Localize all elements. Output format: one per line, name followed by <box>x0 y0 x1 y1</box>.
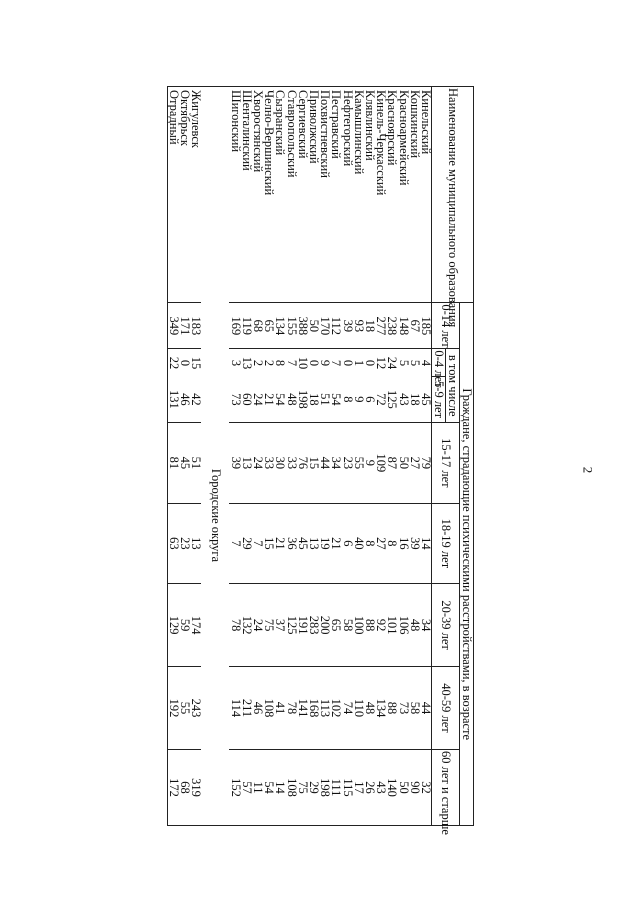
value-cell: 109 <box>375 423 386 504</box>
value-cell: 51 <box>319 377 330 423</box>
value-cell: 388 <box>297 303 308 349</box>
value-cell: 0 <box>178 359 193 367</box>
table-row <box>190 87 201 826</box>
value-cell: 183 <box>190 303 201 349</box>
table-row <box>353 87 364 826</box>
value-cell: 24 <box>252 584 263 667</box>
value-cell: 0 <box>362 359 377 367</box>
value-cell: 75 <box>263 584 274 667</box>
value-cell: 54 <box>330 377 341 423</box>
value-cell: 18 <box>409 377 420 423</box>
value-cell: 8 <box>273 359 288 367</box>
value-cell: 63 <box>167 503 179 584</box>
value-cell: 6 <box>341 503 352 584</box>
value-cell: 102 <box>330 667 341 750</box>
value-cell: 48 <box>409 584 420 667</box>
value-cell: 18 <box>308 377 319 423</box>
value-cell: 0 <box>306 359 321 367</box>
municipality-name: Похвистневский <box>319 87 330 303</box>
value-cell: 23 <box>341 423 352 504</box>
municipality-name: Нефтегорский <box>341 87 352 303</box>
value-cell: 243 <box>190 667 201 750</box>
value-cell: 29 <box>241 503 252 584</box>
header-40-59: 40-59 лет <box>432 667 460 750</box>
value-cell: 9 <box>318 359 333 367</box>
value-cell: 26 <box>364 749 375 825</box>
value-cell: 15 <box>263 503 274 584</box>
municipality-name: Сергиевский <box>297 87 308 303</box>
value-cell: 55 <box>179 667 190 750</box>
value-cell: 2 <box>250 359 265 367</box>
value-cell: 3 <box>228 359 243 367</box>
value-cell: 34 <box>420 584 432 667</box>
header-0-4: 0-4 лет <box>432 350 446 388</box>
value-cell: 101 <box>386 584 397 667</box>
value-cell: 174 <box>190 584 201 667</box>
value-cell: 108 <box>285 749 296 825</box>
value-cell: 45 <box>297 503 308 584</box>
value-cell: 90 <box>409 749 420 825</box>
value-cell: 238 <box>386 303 397 349</box>
value-cell: 72 <box>375 377 386 423</box>
value-cell: 50 <box>308 303 319 349</box>
section-label: Городские округа <box>201 87 229 826</box>
table-row <box>263 87 274 826</box>
value-cell: 50 <box>397 749 408 825</box>
header-15-17: 15-17 лет <box>432 423 460 504</box>
value-cell: 7 <box>329 359 344 367</box>
value-cell: 44 <box>420 667 432 750</box>
value-cell: 34 <box>330 423 341 504</box>
value-cell: 57 <box>241 749 252 825</box>
value-cell: 10 <box>295 356 310 370</box>
value-cell: 5 <box>407 359 422 367</box>
value-cell: 211 <box>241 667 252 750</box>
value-cell: 45 <box>420 377 432 423</box>
value-cell: 185 <box>420 303 432 349</box>
value-cell: 40 <box>353 503 364 584</box>
value-cell: 112 <box>330 303 341 349</box>
value-cell: 134 <box>375 667 386 750</box>
value-cell: 13 <box>239 356 254 370</box>
value-cell: 68 <box>252 303 263 349</box>
value-cell: 125 <box>285 584 296 667</box>
table-row <box>409 87 420 826</box>
value-cell: 4 <box>419 359 433 367</box>
value-cell: 15 <box>308 423 319 504</box>
value-cell: 140 <box>386 749 397 825</box>
municipality-name: Жигулевск <box>190 87 201 303</box>
value-cell: 6 <box>364 377 375 423</box>
value-cell: 9 <box>353 377 364 423</box>
value-cell: 125 <box>386 377 397 423</box>
value-cell: 67 <box>409 303 420 349</box>
value-cell: 23 <box>179 503 190 584</box>
value-cell: 88 <box>364 584 375 667</box>
value-cell: 73 <box>229 377 240 423</box>
value-cell: 76 <box>297 423 308 504</box>
header-municipality: Наименование муниципального образования <box>432 87 474 303</box>
value-cell: 152 <box>229 749 240 825</box>
value-cell: 33 <box>285 423 296 504</box>
value-cell: 24 <box>252 423 263 504</box>
value-cell: 7 <box>252 503 263 584</box>
value-cell: 13 <box>308 503 319 584</box>
value-cell: 131 <box>167 377 179 423</box>
municipality-name: Красноармейский <box>397 87 408 303</box>
table-row <box>167 87 179 826</box>
value-cell: 27 <box>375 503 386 584</box>
value-cell: 43 <box>397 377 408 423</box>
value-cell: 32 <box>420 749 432 825</box>
value-cell: 12 <box>374 356 389 370</box>
municipality-name: Октябрьск <box>179 87 190 303</box>
value-cell: 42 <box>190 377 201 423</box>
municipality-name: Шенталинский <box>241 87 252 303</box>
value-cell: 8 <box>386 503 397 584</box>
value-cell: 349 <box>167 303 179 349</box>
header-group: Граждане, страдающие психическими расстройствами, в возрасте <box>460 303 474 826</box>
value-cell: 78 <box>285 667 296 750</box>
value-cell: 87 <box>386 423 397 504</box>
value-cell: 13 <box>241 423 252 504</box>
header-0-14: 0-14 лет <box>432 303 460 349</box>
value-cell: 7 <box>284 359 299 367</box>
value-cell: 73 <box>397 667 408 750</box>
header-20-39: 20-39 лет <box>432 584 460 667</box>
value-cell: 16 <box>397 503 408 584</box>
value-cell: 141 <box>297 667 308 750</box>
header-18-19: 18-19 лет <box>432 503 460 584</box>
value-cell: 192 <box>167 667 179 750</box>
value-cell: 59 <box>179 584 190 667</box>
municipality-name: Кинель-Черкасский <box>375 87 386 303</box>
value-cell: 18 <box>364 303 375 349</box>
value-cell: 88 <box>386 667 397 750</box>
value-cell: 79 <box>420 423 432 504</box>
value-cell: 100 <box>353 584 364 667</box>
value-cell: 55 <box>353 423 364 504</box>
municipality-name: Отрадный <box>167 87 179 303</box>
value-cell: 22 <box>167 349 179 377</box>
value-cell: 74 <box>341 667 352 750</box>
value-cell: 283 <box>308 584 319 667</box>
value-cell: 132 <box>241 584 252 667</box>
value-cell: 39 <box>341 303 352 349</box>
value-cell: 36 <box>285 503 296 584</box>
value-cell: 171 <box>179 303 190 349</box>
municipality-name: Кошкинский <box>409 87 420 303</box>
value-cell: 50 <box>397 423 408 504</box>
value-cell: 198 <box>297 377 308 423</box>
value-cell: 30 <box>274 423 285 504</box>
value-cell: 14 <box>274 749 285 825</box>
value-cell: 7 <box>229 503 240 584</box>
value-cell: 168 <box>308 667 319 750</box>
value-cell: 200 <box>319 584 330 667</box>
value-cell: 172 <box>167 749 179 825</box>
statistics-table <box>166 86 474 835</box>
value-cell: 111 <box>330 749 341 825</box>
municipality-name: Красноярский <box>386 87 397 303</box>
value-cell: 0 <box>340 359 355 367</box>
value-cell: 27 <box>409 423 420 504</box>
value-cell: 119 <box>241 303 252 349</box>
value-cell: 21 <box>330 503 341 584</box>
municipality-name: Пестравский <box>330 87 341 303</box>
municipality-name: Камышлинский <box>353 87 364 303</box>
districts-body <box>229 87 431 826</box>
municipality-name: Челно-Вершинский <box>263 87 274 303</box>
value-cell: 108 <box>263 667 274 750</box>
header-in-total: в том числе <box>446 349 460 423</box>
table-row <box>229 87 240 826</box>
value-cell: 29 <box>308 749 319 825</box>
table-row <box>297 87 308 826</box>
value-cell: 39 <box>229 423 240 504</box>
table-row <box>375 87 386 826</box>
value-cell: 1 <box>351 359 366 367</box>
value-cell: 114 <box>229 667 240 750</box>
value-cell: 24 <box>252 377 263 423</box>
header-5-9: 5-9 лет <box>432 377 446 423</box>
value-cell: 129 <box>167 584 179 667</box>
value-cell: 54 <box>263 749 274 825</box>
table-row <box>285 87 296 826</box>
value-cell: 169 <box>229 303 240 349</box>
header-60-plus: 60 лет и старше <box>432 749 460 825</box>
municipality-name: Клявлинский <box>364 87 375 303</box>
value-cell: 191 <box>297 584 308 667</box>
value-cell: 54 <box>274 377 285 423</box>
value-cell: 46 <box>252 667 263 750</box>
value-cell: 21 <box>274 503 285 584</box>
section-divider <box>201 87 229 826</box>
value-cell: 37 <box>274 584 285 667</box>
value-cell: 5 <box>396 359 411 367</box>
value-cell: 19 <box>319 503 330 584</box>
value-cell: 78 <box>229 584 240 667</box>
value-cell: 115 <box>341 749 352 825</box>
value-cell: 41 <box>274 667 285 750</box>
value-cell: 170 <box>319 303 330 349</box>
value-cell: 75 <box>297 749 308 825</box>
value-cell: 46 <box>179 377 190 423</box>
value-cell: 93 <box>353 303 364 349</box>
value-cell: 65 <box>263 303 274 349</box>
value-cell: 45 <box>179 423 190 504</box>
value-cell: 15 <box>189 356 204 370</box>
value-cell: 39 <box>409 503 420 584</box>
value-cell: 81 <box>167 423 179 504</box>
value-cell: 106 <box>397 584 408 667</box>
value-cell: 277 <box>375 303 386 349</box>
value-cell: 134 <box>274 303 285 349</box>
value-cell: 60 <box>241 377 252 423</box>
value-cell: 24 <box>385 356 400 370</box>
value-cell: 48 <box>285 377 296 423</box>
municipality-name: Хворостянский <box>252 87 263 303</box>
municipality-name: Ставропольский <box>285 87 296 303</box>
value-cell: 13 <box>190 503 201 584</box>
value-cell: 43 <box>375 749 386 825</box>
value-cell: 58 <box>409 667 420 750</box>
page-number: 2 <box>580 466 596 474</box>
value-cell: 51 <box>190 423 201 504</box>
value-cell: 44 <box>319 423 330 504</box>
value-cell: 68 <box>179 749 190 825</box>
value-cell: 148 <box>397 303 408 349</box>
table-row <box>420 87 432 826</box>
value-cell: 110 <box>353 667 364 750</box>
municipality-name: Приволжский <box>308 87 319 303</box>
value-cell: 65 <box>330 584 341 667</box>
value-cell: 17 <box>353 749 364 825</box>
table-row <box>397 87 408 826</box>
value-cell: 155 <box>285 303 296 349</box>
value-cell: 198 <box>319 749 330 825</box>
municipality-name: Кинельский <box>420 87 432 303</box>
value-cell: 14 <box>420 503 432 584</box>
value-cell: 48 <box>364 667 375 750</box>
value-cell: 9 <box>364 423 375 504</box>
value-cell: 319 <box>190 749 201 825</box>
value-cell: 92 <box>375 584 386 667</box>
value-cell: 58 <box>341 584 352 667</box>
cities-body <box>166 87 204 826</box>
rotated-table-wrapper <box>166 86 474 835</box>
value-cell: 2 <box>262 359 277 367</box>
municipality-name: Сызранский <box>274 87 285 303</box>
value-cell: 113 <box>319 667 330 750</box>
value-cell: 8 <box>341 377 352 423</box>
municipality-name: Шигонский <box>229 87 240 303</box>
value-cell: 33 <box>263 423 274 504</box>
table-row <box>341 87 352 826</box>
value-cell: 8 <box>364 503 375 584</box>
value-cell: 21 <box>263 377 274 423</box>
value-cell: 11 <box>252 749 263 825</box>
